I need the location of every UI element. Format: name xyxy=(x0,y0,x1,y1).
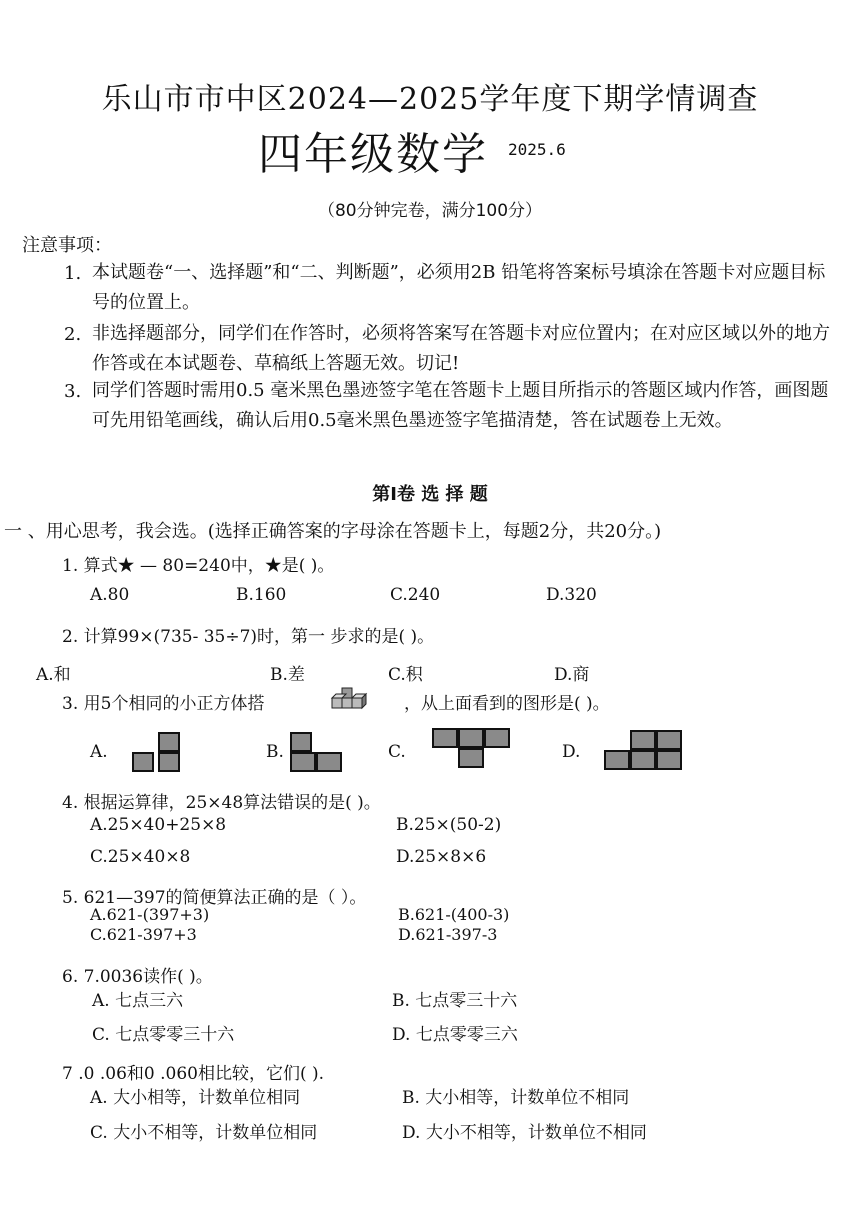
question-stem: 2. 计算99×(735- 35÷7)时，第一 步求的是( )。 xyxy=(62,627,435,647)
option: D.商 xyxy=(554,665,590,685)
subject-title: 四年级数学 xyxy=(258,129,488,180)
note-text: 本试题卷“一、选择题”和“二、判断题”，必须用2B 铅笔将答案标号填涂在答题卡对应题目标号的位置上。 xyxy=(92,262,826,313)
option: B.25×(50-2) xyxy=(396,815,502,835)
option: A.和 xyxy=(36,665,71,685)
notes-heading: 注意事项： xyxy=(22,235,112,256)
option: D. xyxy=(562,742,581,762)
option: B. xyxy=(266,742,284,762)
option: D. 七点零零三六 xyxy=(392,1025,518,1045)
option: C. xyxy=(388,742,406,762)
note-number: 2. xyxy=(64,324,82,345)
question-stem: 4. 根据运算律，25×48算法错误的是( )。 xyxy=(62,793,381,813)
option: B. 大小相等，计数单位不相同 xyxy=(402,1088,630,1108)
option: B.160 xyxy=(236,585,287,605)
top-view-shape-d xyxy=(604,730,680,772)
question-stem: 6. 7.0036读作( )。 xyxy=(62,967,213,987)
top-view-shape-c xyxy=(432,728,510,772)
exam-title: 乐山市市中区2024—2025学年度下期学情调查 xyxy=(101,82,759,117)
option: C.621-397+3 xyxy=(90,925,197,944)
option: A.621-(397+3) xyxy=(90,905,210,924)
section-heading: 第Ⅰ卷 选 择 题 xyxy=(372,484,488,505)
option: B. 七点零三十六 xyxy=(392,991,518,1011)
option: D. 大小不相等，计数单位不相同 xyxy=(402,1123,647,1143)
option: D.25×8×6 xyxy=(396,847,487,867)
option: C.240 xyxy=(390,585,441,605)
note-number: 1. xyxy=(64,263,82,284)
question-stem: 5. 621—397的简便算法正确的是（ ）。 xyxy=(62,888,367,908)
option: A. 大小相等，计数单位相同 xyxy=(90,1088,301,1108)
option: A. 七点三六 xyxy=(92,991,184,1011)
option: B.621-(400-3) xyxy=(398,905,510,924)
question-stem: 7 .0 .06和0 .060相比较，它们( ). xyxy=(62,1064,325,1084)
question-stem: 1. 算式★ — 80=240中，★是( )。 xyxy=(62,556,335,576)
option: C. 七点零零三十六 xyxy=(92,1025,235,1045)
option: A.80 xyxy=(90,585,130,605)
exam-date: 2025.6 xyxy=(508,140,566,159)
note-text: 同学们答题时需用0.5 毫米黑色墨迹签字笔在答题卡上题目所指示的答题区域内作答，画图题可先用铅笔画线，确认后用0.5毫米黑色墨迹签字笔描清楚，答在试题卷上无效。 xyxy=(92,380,829,431)
option: B.差 xyxy=(270,665,305,685)
option: A. xyxy=(90,742,108,762)
exam-info: （80分钟完卷，满分100分） xyxy=(317,201,543,221)
option: D.621-397-3 xyxy=(398,925,498,944)
note-number: 3. xyxy=(64,381,82,402)
question-stem: 3. 用5个相同的小正方体搭 xyxy=(62,694,265,714)
option: C.积 xyxy=(388,665,423,685)
top-view-shape-b xyxy=(290,732,344,774)
top-view-shape-a xyxy=(132,732,184,774)
note-text: 非选择题部分，同学们在作答时，必须将答案写在答题卡对应位置内；在对应区域以外的地方作答或在本试题卷、草稿纸上答题无效。切记! xyxy=(92,323,830,374)
option: C. 大小不相等，计数单位相同 xyxy=(90,1123,318,1143)
option: D.320 xyxy=(546,585,597,605)
option: C.25×40×8 xyxy=(90,847,191,867)
part-instructions: 一 、用心思考，我会选。(选择正确答案的字母涂在答题卡上，每题2分，共20分。) xyxy=(4,521,662,542)
cube-stack-image xyxy=(330,686,370,716)
option: A.25×40+25×8 xyxy=(90,815,227,835)
question-stem-tail: ，从上面看到的图形是( )。 xyxy=(404,694,610,714)
